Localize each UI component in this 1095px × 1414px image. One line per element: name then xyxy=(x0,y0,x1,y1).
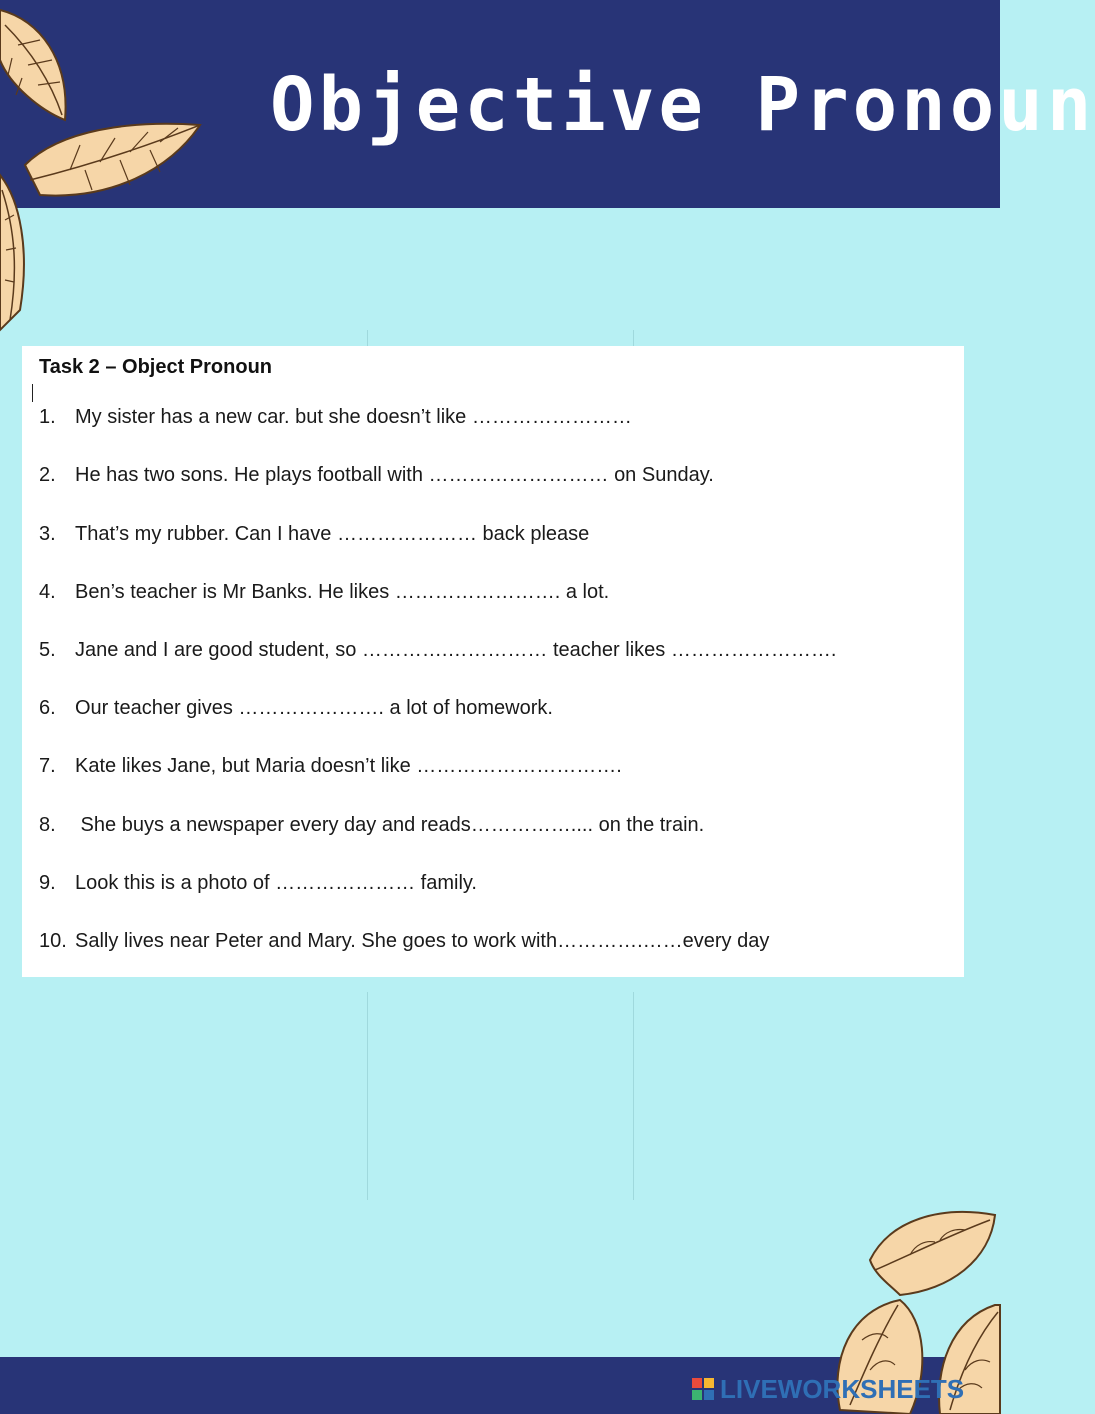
question-number: 6. xyxy=(39,697,56,719)
worksheet-card xyxy=(22,346,964,977)
question-text: She buys a newspaper every day and reads…………….... on the train. xyxy=(75,814,705,836)
question-text: That’s my rubber. Can I have ………………… back please xyxy=(75,523,590,545)
question-item xyxy=(39,406,632,429)
question-number: 2. xyxy=(39,464,56,486)
question-text: Look this is a photo of ………………… family. xyxy=(75,872,477,894)
divider-line xyxy=(633,330,634,346)
question-number: 3. xyxy=(39,523,56,545)
question-item xyxy=(39,639,836,662)
question-number: 7. xyxy=(39,755,56,777)
question-text: Our teacher gives …………………. a lot of homework. xyxy=(75,697,553,719)
question-number: 10. xyxy=(39,930,67,952)
question-item xyxy=(39,581,609,604)
question-item xyxy=(39,464,714,487)
task-title: Task 2 – Object Pronoun xyxy=(39,356,273,378)
liveworksheets-logo[interactable] xyxy=(692,1373,965,1404)
question-number: 4. xyxy=(39,581,56,603)
question-text: Ben’s teacher is Mr Banks. He likes ……………………. a lot. xyxy=(75,581,610,603)
divider-line xyxy=(367,330,368,346)
page-title: Objective Pronoun xyxy=(270,62,1095,148)
leaf-decoration-top-left xyxy=(0,0,210,330)
question-text: Sally lives near Peter and Mary. She goes to work with………….……every day xyxy=(75,930,770,952)
divider-line xyxy=(633,992,634,1200)
logo-icon xyxy=(692,1378,714,1400)
question-number: 8. xyxy=(39,814,56,836)
logo-text: LIVEWORKSHEETS xyxy=(720,1373,965,1404)
question-number: 1. xyxy=(39,406,56,428)
question-item xyxy=(39,814,704,837)
question-text: Jane and I are good student, so ………….…………… teacher likes ……………………. xyxy=(75,639,837,661)
question-number: 9. xyxy=(39,872,56,894)
question-item xyxy=(39,523,589,546)
question-item xyxy=(39,755,622,778)
question-item xyxy=(39,697,553,720)
question-item xyxy=(39,872,477,895)
question-text: He has two sons. He plays football with ……………………… on Sunday. xyxy=(75,464,714,486)
question-number: 5. xyxy=(39,639,56,661)
divider-line xyxy=(367,992,368,1200)
question-text: My sister has a new car. but she doesn’t like …………………… xyxy=(75,406,632,428)
question-item xyxy=(39,930,769,953)
question-text: Kate likes Jane, but Maria doesn’t like …………………………. xyxy=(75,755,622,777)
text-cursor xyxy=(32,384,33,402)
